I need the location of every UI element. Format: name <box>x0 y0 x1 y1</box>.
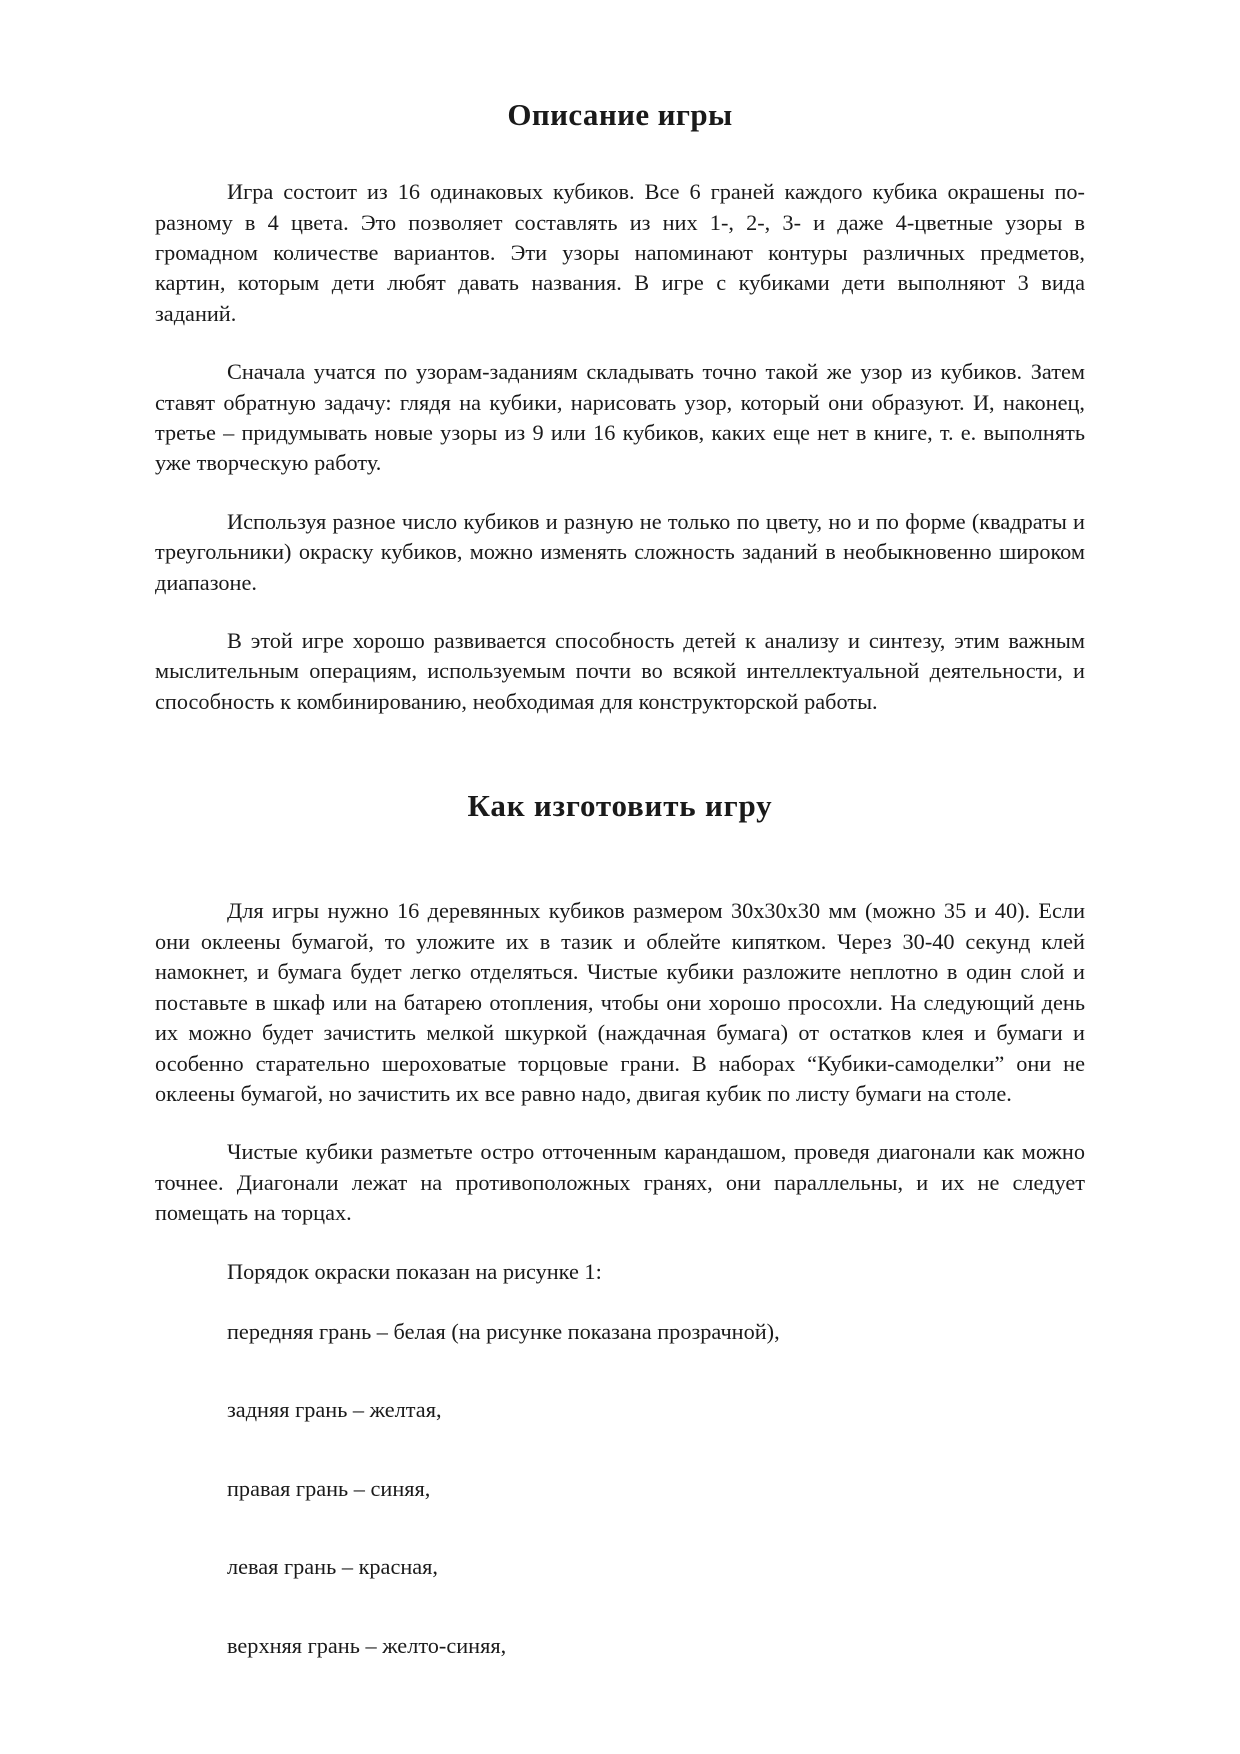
list-item-right-face: правая грань – синяя, <box>227 1475 431 1501</box>
paragraph-difficulty-range: Используя разное число кубиков и разную не только по цвету, но и по форме (квадраты и треугольники) окраску кубиков, можно изменять сложность заданий в необыкновенно широком диапазоне. <box>155 508 1085 595</box>
paragraph-materials-preparation: Для игры нужно 16 деревянных кубиков размером 30х30х30 мм (можно 35 и 40). Если они оклеены бумагой, то уложите их в тазик и облейте кипятком. Через 30-40 секунд клей намокнет, и бумага будет легко отделяться. Чистые кубики разложите неплотно в один слой и поставьте в шкаф или на батарею отопления, чтобы они хорошо просохли. На следующий день их можно будет зачистить мелкой шкуркой (наждачная бумага) от остатков клея и бумаги и особенно старательно шероховатые торцовые грани. В наборах “Кубики-самоделки” они не оклеены бумагой, но зачистить их все равно надо, двигая кубик по листу бумаги на столе. <box>155 898 1085 1106</box>
paragraph-painting-order-intro: Порядок окраски показан на рисунке 1: <box>227 1258 602 1284</box>
cube-face-color-list <box>155 1317 1085 1661</box>
list-item-left-face: левая грань – красная, <box>227 1554 439 1580</box>
paragraph-analysis-synthesis: В этой игре хорошо развивается способность детей к анализу и синтезу, этим важным мыслительным операциям, используемым почти во всякой интеллектуальной деятельности, и способность к комбинированию, необходимая для конструкторской работы. <box>155 628 1085 714</box>
paragraph-game-composition: Игра состоит из 16 одинаковых кубиков. Все 6 граней каждого кубика окрашены по-разному в 4 цвета. Это позволяет составлять из них 1-, 2-, 3- и даже 4-цветные узоры в громадном количестве вариантов. Эти узоры напоминают контуры различных предметов, картин, которым дети любят давать названия. В игре с кубиками дети выполняют 3 вида заданий. <box>155 179 1085 326</box>
page-content <box>155 96 1085 1709</box>
list-item-back-face: задняя грань – желтая, <box>227 1397 442 1423</box>
paragraph-task-types: Сначала учатся по узорам-заданиям складывать точно такой же узор из кубиков. Затем ставят обратную задачу: глядя на кубики, нарисовать узор, который они образуют. И, наконец, третье – придумывать новые узоры из 9 или 16 кубиков, каких еще нет в книге, т. е. выполнять уже творческую работу. <box>155 359 1085 476</box>
list-item-top-face: верхняя грань – желто-синяя, <box>227 1632 507 1658</box>
section-heading-description: Описание игры <box>507 97 733 132</box>
section-heading-how-to-make: Как изготовить игру <box>467 788 773 824</box>
list-item-front-face: передняя грань – белая (на рисунке показана прозрачной), <box>227 1318 780 1344</box>
paragraph-marking-diagonals: Чистые кубики разметьте остро отточенным карандашом, проведя диагонали как можно точнее. Диагонали лежат на противоположных гранях, они параллельны, и их не следует помещать на торцах. <box>155 1139 1085 1226</box>
